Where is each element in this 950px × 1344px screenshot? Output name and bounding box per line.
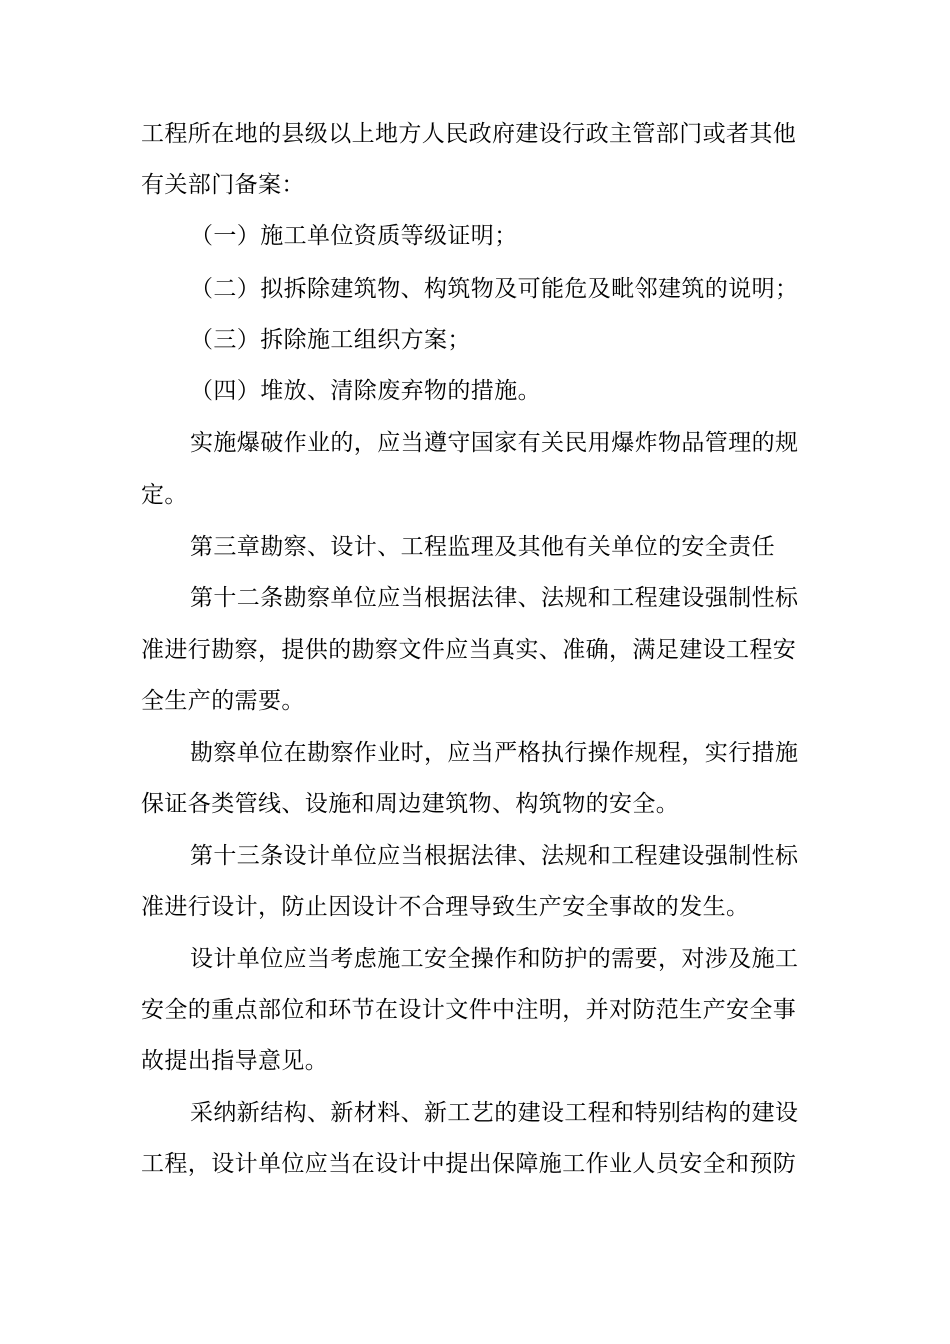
article-13-line: 第十三条设计单位应当根据法律、法规和工程建设强制性标: [190, 843, 799, 869]
list-item: （一）施工单位资质等级证明；: [190, 223, 518, 249]
list-item: （四）堆放、清除废弃物的措施。: [190, 378, 541, 404]
list-item: （二）拟拆除建筑物、构筑物及可能危及毗邻建筑的说明；: [190, 276, 799, 302]
text-line: 全生产的需要。: [141, 688, 305, 714]
text-line: 工程，设计单位应当在设计中提出保障施工作业人员安全和预防: [141, 1151, 797, 1177]
text-line: 有关部门备案：: [141, 172, 305, 198]
text-line: 采纳新结构、新材料、新工艺的建设工程和特别结构的建设: [190, 1100, 799, 1126]
text-line: 勘察单位在勘察作业时，应当严格执行操作规程，实行措施: [190, 740, 799, 766]
list-item: （三）拆除施工组织方案；: [190, 327, 471, 353]
text-line: 定。: [141, 482, 188, 508]
text-line: 设计单位应当考虑施工安全操作和防护的需要，对涉及施工: [190, 946, 799, 972]
text-line: 安全的重点部位和环节在设计文件中注明，并对防范生产安全事: [141, 997, 797, 1023]
text-line: 故提出指导意见。: [141, 1048, 329, 1074]
text-line: 准进行勘察，提供的勘察文件应当真实、准确，满足建设工程安: [141, 637, 797, 663]
text-line: 保证各类管线、设施和周边建筑物、构筑物的安全。: [141, 791, 680, 817]
chapter-heading: 第三章勘察、设计、工程监理及其他有关单位的安全责任: [190, 534, 775, 560]
text-line: 准进行设计，防止因设计不合理导致生产安全事故的发生。: [141, 894, 750, 920]
text-line: 实施爆破作业的，应当遵守国家有关民用爆炸物品管理的规: [190, 430, 799, 456]
article-12-line: 第十二条勘察单位应当根据法律、法规和工程建设强制性标: [190, 585, 799, 611]
text-line: 工程所在地的县级以上地方人民政府建设行政主管部门或者其他: [141, 121, 797, 147]
